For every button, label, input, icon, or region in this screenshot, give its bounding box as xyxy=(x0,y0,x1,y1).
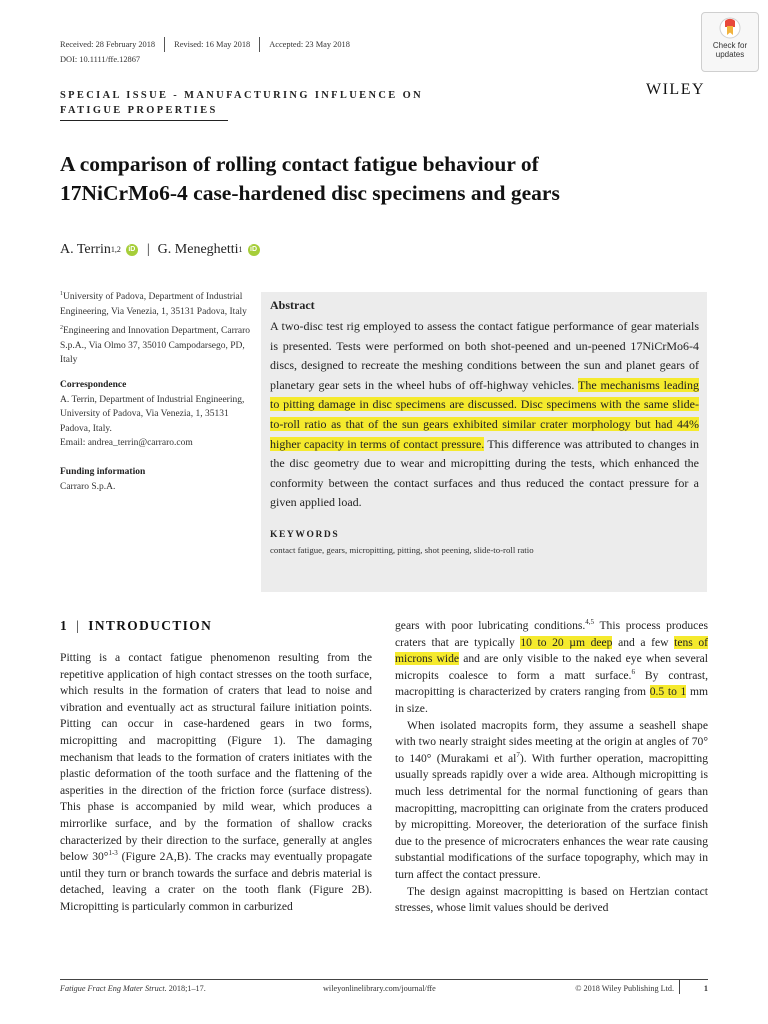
body-column-left xyxy=(60,618,372,916)
highlighted-text: 10 to 20 µm deep xyxy=(520,635,613,649)
orcid-icon[interactable]: iD xyxy=(126,244,138,256)
footer-divider xyxy=(60,979,708,980)
journal-url[interactable]: wileyonlinelibrary.com/journal/ffe xyxy=(323,984,436,993)
citation-ref[interactable]: 6 xyxy=(631,667,635,676)
journal-citation: Fatigue Fract Eng Mater Struct. 2018;1–17. xyxy=(60,984,206,993)
citation-ref[interactable]: 1-3 xyxy=(108,849,118,858)
divider xyxy=(164,37,165,52)
highlighted-text: tens of microns wide xyxy=(395,635,709,666)
keywords-heading: KEYWORDS xyxy=(270,529,340,540)
author-list: A. Terrin 1,2 iD | G. Meneghetti 1 iD xyxy=(60,242,265,258)
special-issue-label: SPECIAL ISSUE - MANUFACTURING INFLUENCE ON FATIGUE PROPERTIES xyxy=(60,90,423,116)
author-info-column xyxy=(60,290,260,499)
correspondence-text: A. Terrin, Department of Industrial Engineering, University of Padova, Via Venezia, 1, 35131 Padova, Italy. xyxy=(60,394,245,434)
body-column-right xyxy=(395,618,708,917)
funding-text: Carraro S.p.A. xyxy=(60,481,116,492)
section-heading: 1 | INTRODUCTION xyxy=(60,618,213,633)
doi[interactable]: DOI: 10.1111/ffe.12867 xyxy=(60,55,141,64)
correspondence-email[interactable]: Email: andrea_terrin@carraro.com xyxy=(60,438,193,449)
funding-heading: Funding information xyxy=(60,466,146,477)
revised-date: Revised: 16 May 2018 xyxy=(174,40,251,49)
body-paragraph: When isolated macropits form, they assume a seashell shape with two nearly straight sides meeting at the origin at angles of 70° to 140° (Murakami et $al^7$). With further operation, macropitting usually spreads rapidly over a wide area. Although micropitting is much less detrimental for the normal functioning of gears than macropitting, macropitting can originate from the craters produced by micropitting. Moreover, the deterioration of the surface finish due to the presence of microcraters enhances the wear rate causing substantial modifications of the surface topography, which may in turn affect the contact pressure. xyxy=(395,718,709,881)
citation-ref[interactable]: 4,5 xyxy=(585,618,595,627)
author-name[interactable]: G. Meneghetti xyxy=(157,242,239,257)
author-name[interactable]: A. Terrin xyxy=(60,242,111,257)
affiliation: $^2$Engineering and Innovation Department, Carraro S.p.A., Via Olmo 37, 35010 Campodarsego, PD, Italy xyxy=(60,325,251,366)
abstract-text: A two-disc test rig employed to assess the contact fatigue performance of gear materials is presented. Tests were performed on both shot-peened and un-peened 17NiCrMo6-4 discs, designed to recreate the meshing conditions between the sun and planet gears of planetary gear sets in the wheel hubs of off-highway vehicles. The mechanisms leading to pitting damage in disc specimens are discussed. Disc specimens with the same slide-to-roll ratio as that of the sun gears exhibited similar crater morphology but had 44% higher capacity in terms of contact pressure. This difference was attributed to changes in the disc geometry due to wear and micropitting during the tests, which enhanced the conformity between the contact surfaces and thus reduced the contact pressure for a given applied load. xyxy=(270,319,699,510)
correspondence-heading: Correspondence xyxy=(60,379,127,390)
accepted-date: Accepted: 23 May 2018 xyxy=(269,40,350,49)
highlighted-text: The mechanisms leading to pitting damage in disc specimens are discussed. Disc specimens with the same slide-to-roll ratio as that of the sun gears exhibited similar crater morphology but had 44% higher capacity in terms of contact pressure. xyxy=(270,377,699,451)
keywords-list: contact fatigue, gears, micropitting, pitting, shot peening, slide-to-roll ratio xyxy=(270,544,534,555)
divider xyxy=(679,980,680,994)
received-date: Received: 28 February 2018 xyxy=(60,40,156,49)
page-number: 1 xyxy=(703,984,708,993)
orcid-icon[interactable]: iD xyxy=(248,244,260,256)
copyright: © 2018 Wiley Publishing Ltd. xyxy=(575,984,674,993)
check-for-updates-label: Check for updates xyxy=(712,41,748,59)
bookmark-ribbon-icon xyxy=(719,17,741,39)
body-paragraph: Pitting is a contact fatigue phenomenon resulting from the repetitive application of high contact stresses on the tooth surface, which results in the formation of craters that lead to noise and vibration and eventually act as structural failure initiation points. Pitting can occur in case-hardened gears in two forms, micropitting and macropitting (Figure 1). The damaging mechanism that leads to the formation of craters initiates with the plastic deformation of the tooth surface and the flattening of the asperities in the direction of the friction force (surface distress). This phase is accompanied by mild wear, which produces a mirrorlike surface, and by the formation of shallow cracks characterized by their direction to the surface, generally at angles below 30°$^{1-3}$ (Figure 2A,B). The cracks may eventually propagate until they turn or branch towards the surface and debris material is detached, leaving a crater on the tooth flank (Figure 2B). Micropitting is particularly common in carburized xyxy=(60,651,373,913)
check-for-updates-button[interactable] xyxy=(701,12,759,72)
divider xyxy=(60,120,228,121)
abstract-heading: Abstract xyxy=(270,298,315,312)
publisher-logo: WILEY xyxy=(646,81,706,98)
article-dates xyxy=(60,37,350,52)
author-separator: | xyxy=(146,242,150,257)
abstract-box xyxy=(261,292,707,592)
divider xyxy=(259,37,260,52)
highlighted-text: 0.5 to 1 xyxy=(649,685,687,699)
affiliation: $^1$University of Padova, Department of Industrial Engineering, Via Venezia, 1, 35131 Padova, Italy xyxy=(60,290,247,317)
article-title: A comparison of rolling contact fatigue behaviour of 17NiCrMo6-4 case-hardened disc specimens and gears xyxy=(60,152,560,205)
body-paragraph: The design against macropitting is based on Hertzian contact stresses, whose limit values should be derived xyxy=(395,884,708,915)
body-paragraph: gears with poor lubricating conditions.$^{4,5}$ This process produces craters that are typically 10 to 20 µm deep and a few tens of microns wide and are only visible to the naked eye when several micropits coalesce to form a matt surface.$^6$ By contrast, macropitting is characterized by craters ranging from 0.5 to 1 mm in size. xyxy=(395,618,709,715)
citation-ref[interactable]: 7 xyxy=(516,750,520,759)
